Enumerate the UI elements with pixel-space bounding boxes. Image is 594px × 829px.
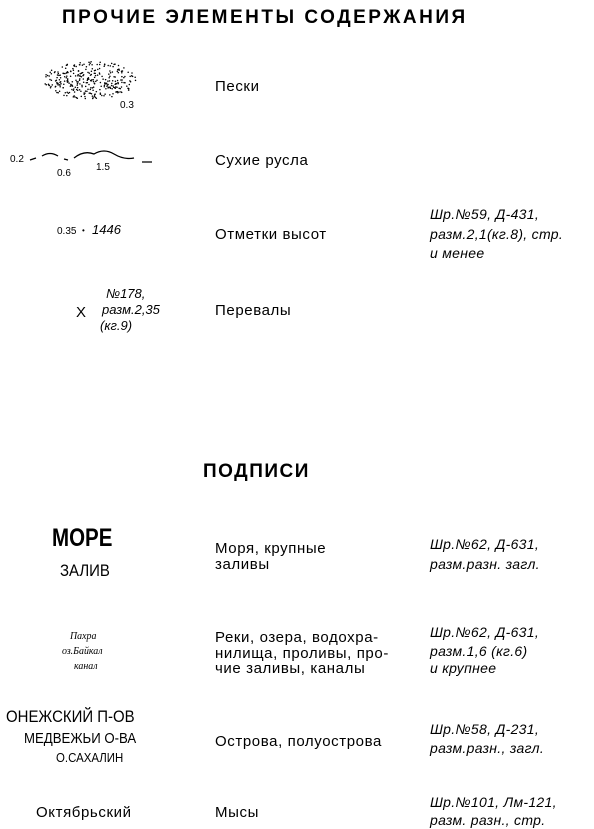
river-description-line-3: чие заливы, каналы: [215, 660, 366, 677]
sea-spec-line-2: разм.разн. загл.: [430, 556, 540, 572]
river-sample: Пахра: [70, 630, 97, 642]
height-spec-line-1: Шр.№59, Д-431,: [430, 206, 540, 222]
cape-sample: Октябрьский: [36, 804, 132, 821]
island-sample: О.САХАЛИН: [56, 750, 124, 765]
dry-channel-description: Сухие русла: [215, 152, 309, 169]
pass-sample-line-1: №178,: [106, 286, 146, 301]
height-point-icon: •: [82, 226, 85, 235]
river-spec-line-1: Шр.№62, Д-631,: [430, 624, 540, 640]
pass-sample-line-2: разм.2,35: [102, 302, 160, 317]
island-spec-line-2: разм.разн., загл.: [430, 740, 545, 756]
river-description-line-1: Реки, озера, водохра-: [215, 629, 379, 646]
pass-symbol: Х: [76, 304, 87, 321]
lake-sample: оз.Байкал: [62, 645, 103, 657]
height-spec-line-3: и менее: [430, 245, 485, 261]
island-description: Острова, полуострова: [215, 733, 382, 750]
peninsula-sample: ОНЕЖСКИЙ П-ОВ: [6, 707, 135, 726]
cape-spec-line-2: разм. разн., стр.: [430, 812, 546, 828]
sand-description: Пески: [215, 78, 260, 95]
river-description-line-2: нилища, проливы, про-: [215, 645, 389, 662]
height-sample-prefix: 0.35: [57, 226, 77, 237]
river-spec-line-2: разм.1,6 (кг.6): [430, 643, 528, 659]
gulf-sample: ЗАЛИВ: [60, 561, 110, 580]
islands-group-sample: МЕДВЕЖЬИ О-ВА: [24, 730, 137, 747]
height-sample-value: 1446: [92, 222, 121, 237]
cape-description: Мысы: [215, 804, 259, 821]
sea-sample: МОРЕ: [52, 524, 113, 552]
cape-spec-line-1: Шр.№101, Лм-121,: [430, 794, 557, 810]
dry-channel-line-symbol: [28, 146, 158, 176]
sand-measure: 0.3: [120, 100, 134, 111]
height-spec-line-2: разм.2,1(кг.8), стр.: [430, 226, 564, 242]
pass-description: Перевалы: [215, 302, 292, 319]
dry-channel-measure-1: 0.2: [10, 154, 24, 165]
section-title-other-elements: ПРОЧИЕ ЭЛЕМЕНТЫ СОДЕРЖАНИЯ: [62, 7, 468, 28]
sea-description-line-2: заливы: [215, 556, 270, 573]
canal-sample: канал: [74, 660, 98, 672]
height-description: Отметки высот: [215, 226, 327, 243]
sea-description-line-1: Моря, крупные: [215, 540, 327, 557]
island-spec-line-1: Шр.№58, Д-231,: [430, 721, 540, 737]
section-title-labels: ПОДПИСИ: [203, 461, 310, 482]
river-spec-line-3: и крупнее: [430, 660, 497, 676]
dry-channel-measure-3: 1.5: [96, 162, 110, 173]
dry-channel-measure-2: 0.6: [57, 168, 71, 179]
pass-sample-line-3: (кг.9): [100, 318, 133, 333]
sea-spec-line-1: Шр.№62, Д-631,: [430, 536, 540, 552]
